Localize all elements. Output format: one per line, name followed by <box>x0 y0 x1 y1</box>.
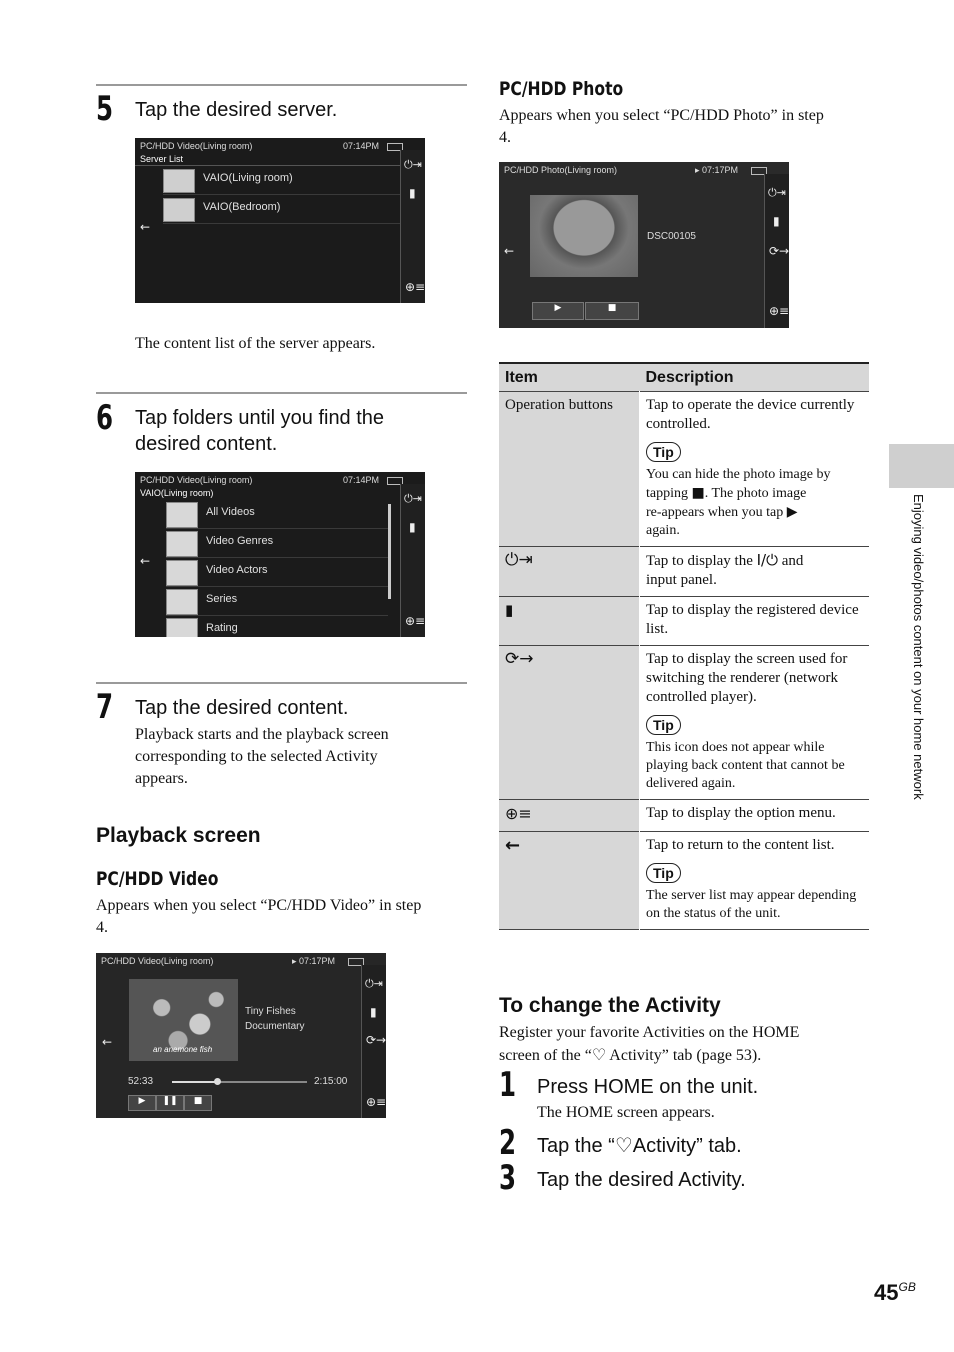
remote-icon[interactable]: ▮ <box>370 1005 377 1019</box>
play-button[interactable]: ▶ <box>128 1095 156 1111</box>
table-row <box>499 646 869 800</box>
screen-time: 07:14PM <box>343 475 380 485</box>
screen-time: 07:14PM <box>343 141 380 151</box>
tip-badge: Tip <box>646 715 681 735</box>
screen-title: PC/HDD Video(Living room) <box>101 956 214 966</box>
divider <box>96 682 467 684</box>
section-heading: To change the Activity <box>499 994 721 1017</box>
step-body-line: corresponding to the selected Activity <box>135 748 378 765</box>
video-thumbnail <box>129 979 238 1061</box>
folder-icon <box>166 502 198 528</box>
table-row <box>499 547 869 597</box>
server-icon <box>163 198 195 222</box>
power-input-icon[interactable]: ⏻⇥ <box>365 977 383 990</box>
table-header: Description <box>640 363 870 392</box>
icon-description-table <box>499 362 869 930</box>
photo-filename: DSC00105 <box>647 231 696 242</box>
power-input-icon[interactable]: ⏻⇥ <box>768 186 786 199</box>
folder-icon <box>166 560 198 586</box>
chapter-label: Enjoying video/photos content on your home network <box>911 494 926 800</box>
back-arrow-icon[interactable]: ← <box>140 554 151 568</box>
power-input-icon[interactable]: ⏻⇥ <box>404 158 422 171</box>
list-item[interactable]: All Videos <box>166 500 388 529</box>
description-line: Register your favorite Activities on the HOME <box>499 1024 800 1041</box>
description-line: 4. <box>96 919 108 936</box>
remote-icon: ▮ <box>505 601 514 619</box>
page-number: $45^{GB}$ <box>874 1280 916 1305</box>
table-cell <box>499 597 640 646</box>
table-cell <box>499 832 640 930</box>
elapsed-time: 52:33 <box>128 1076 154 1087</box>
photo-playback-screenshot: PC/HDD Photo(Living room) ▸ 07:17PM DSC00105 ← ▶ ■ ⏻⇥ ▮ ⟳→ ⊕≡ <box>499 162 789 328</box>
table-cell: Tap to display the registered device list. <box>646 602 859 637</box>
step-number: 6 <box>96 398 114 438</box>
remote-icon[interactable]: ▮ <box>773 214 780 228</box>
description-line: screen of the “♡ Activity” tab (page 53). <box>499 1045 762 1064</box>
table-cell: Tap to display the I/⏻ and input panel. <box>646 551 804 588</box>
table-row <box>499 392 869 547</box>
scrollbar[interactable] <box>388 504 391 599</box>
list-item[interactable]: Video Genres <box>166 529 388 558</box>
divider <box>96 392 467 394</box>
description-line: Appears when you select “PC/HDD Photo” in step <box>499 107 824 124</box>
progress-track[interactable] <box>172 1081 307 1083</box>
back-arrow-icon[interactable]: ← <box>102 1035 113 1049</box>
option-menu-icon[interactable]: ⊕≡ <box>405 614 425 628</box>
step-body-line: Playback starts and the playback screen <box>135 726 389 743</box>
option-menu-icon[interactable]: ⊕≡ <box>366 1095 386 1109</box>
section-heading: Playback screen <box>96 824 261 847</box>
heart-icon: ♡ <box>591 1045 607 1064</box>
photo-thumbnail <box>530 195 638 277</box>
step-body-line: appears. <box>135 770 188 787</box>
screen-time: 07:17PM <box>299 956 336 966</box>
step-number: 1 <box>499 1065 517 1105</box>
folder-icon <box>166 618 198 637</box>
step-title: Tap the desired Activity. <box>537 1169 746 1191</box>
table-cell: Tap to display the screen used for switching the renderer (network controlled player). Tip This icon does not appear while playing back content that cannot be delivered again. <box>646 651 848 791</box>
table-header-row <box>499 363 869 392</box>
table-cell: Tap to display the option menu. <box>646 805 836 821</box>
screen-time: 07:17PM <box>702 165 739 175</box>
option-menu-icon: ⊕≡ <box>505 804 532 823</box>
back-arrow-icon: ← <box>505 835 521 856</box>
back-arrow-icon[interactable]: ← <box>504 244 515 258</box>
table-row <box>499 597 869 646</box>
step-title: Tap the desired content. <box>135 697 349 719</box>
tip-badge: Tip <box>646 442 681 462</box>
renderer-icon: ⟳→ <box>505 649 534 669</box>
subsection-heading: PC/HDD Photo <box>499 78 624 100</box>
screen-title: PC/HDD Video(Living room) <box>140 141 253 151</box>
table-row <box>499 832 869 930</box>
step-note: The content list of the server appears. <box>135 335 376 352</box>
step-number: 7 <box>96 687 114 727</box>
table-cell: Tap to operate the device currently controlled. Tip You can hide the photo image by tapping ■. The photo image re-appears when you tap ▶ again. <box>646 397 855 538</box>
table-cell <box>499 646 640 800</box>
power-input-icon[interactable]: ⏻⇥ <box>404 492 422 505</box>
step-number: 2 <box>499 1123 517 1163</box>
tip-badge: Tip <box>646 863 681 883</box>
play-button[interactable]: ▶ <box>532 302 584 320</box>
power-icon: I/⏻ <box>756 551 778 569</box>
pause-button[interactable]: ❚❚ <box>156 1095 184 1111</box>
folder-list-screenshot <box>135 472 425 637</box>
stop-icon: ■ <box>691 485 705 501</box>
chapter-tab <box>889 444 954 488</box>
step-title: Press HOME on the unit. <box>537 1076 759 1098</box>
content-title: Tiny Fishes <box>245 1006 296 1017</box>
renderer-icon[interactable]: ⟳→ <box>366 1033 386 1047</box>
step-title: Tap the “♡Activity” tab. <box>537 1133 742 1157</box>
step-title: Tap the desired server. <box>135 99 338 121</box>
list-item[interactable]: Video Actors <box>166 558 388 587</box>
list-item[interactable]: VAIO(Living room) <box>163 166 401 195</box>
divider <box>96 84 467 86</box>
stop-button[interactable]: ■ <box>585 302 639 320</box>
option-menu-icon[interactable]: ⊕≡ <box>769 304 789 318</box>
step-number: 3 <box>499 1158 517 1198</box>
list-item[interactable]: Rating <box>166 616 388 637</box>
power-input-icon: ⏻⇥ <box>505 550 533 570</box>
list-item[interactable]: Series <box>166 587 388 616</box>
table-cell <box>499 547 640 597</box>
server-icon <box>163 169 195 193</box>
description-line: Appears when you select “PC/HDD Video” in step <box>96 897 422 914</box>
screen-subtitle: Server List <box>140 154 184 164</box>
heart-icon: ♡ <box>614 1133 633 1157</box>
video-playback-screenshot: PC/HDD Video(Living room) ▸ 07:17PM an anemone fish Tiny Fishes Documentary ← 52:33 2:15:00 ▶ ❚❚ ■ ⏻⇥ ▮ ⟳→ ⊕≡ <box>96 953 386 1118</box>
step-title-line: desired content. <box>135 433 278 455</box>
folder-icon <box>166 589 198 615</box>
list-item[interactable]: VAIO(Bedroom) <box>163 195 401 224</box>
description-line: 4. <box>499 129 511 146</box>
table-header: Item <box>499 363 640 392</box>
option-menu-icon[interactable]: ⊕≡ <box>405 280 425 294</box>
screen-title: PC/HDD Video(Living room) <box>140 475 253 485</box>
table-row <box>499 800 869 832</box>
play-icon: ▶ <box>786 504 798 520</box>
table-cell: Tap to return to the content list. Tip The server list may appear depending on the status of the unit. <box>646 837 857 921</box>
progress-knob[interactable] <box>214 1078 221 1085</box>
screen-title: PC/HDD Photo(Living room) <box>504 165 618 175</box>
remote-icon[interactable]: ▮ <box>409 520 416 534</box>
table-cell <box>499 800 640 832</box>
content-genre: Documentary <box>245 1021 305 1032</box>
server-list-screenshot <box>135 138 425 303</box>
total-time: 2:15:00 <box>314 1076 348 1087</box>
step-note: The HOME screen appears. <box>537 1104 715 1121</box>
screen-subtitle: VAIO(Living room) <box>140 488 214 498</box>
remote-icon[interactable]: ▮ <box>409 186 416 200</box>
thumbnail-caption: an anemone fish <box>153 1045 213 1054</box>
renderer-icon[interactable]: ⟳→ <box>769 244 789 258</box>
subsection-heading: PC/HDD Video <box>96 868 219 890</box>
table-cell: Operation buttons <box>499 392 640 547</box>
stop-button[interactable]: ■ <box>184 1095 212 1111</box>
step-number: 5 <box>96 89 114 129</box>
step-title-line: Tap folders until you find the <box>135 407 385 429</box>
folder-icon <box>166 531 198 557</box>
back-arrow-icon[interactable]: ← <box>140 220 151 234</box>
